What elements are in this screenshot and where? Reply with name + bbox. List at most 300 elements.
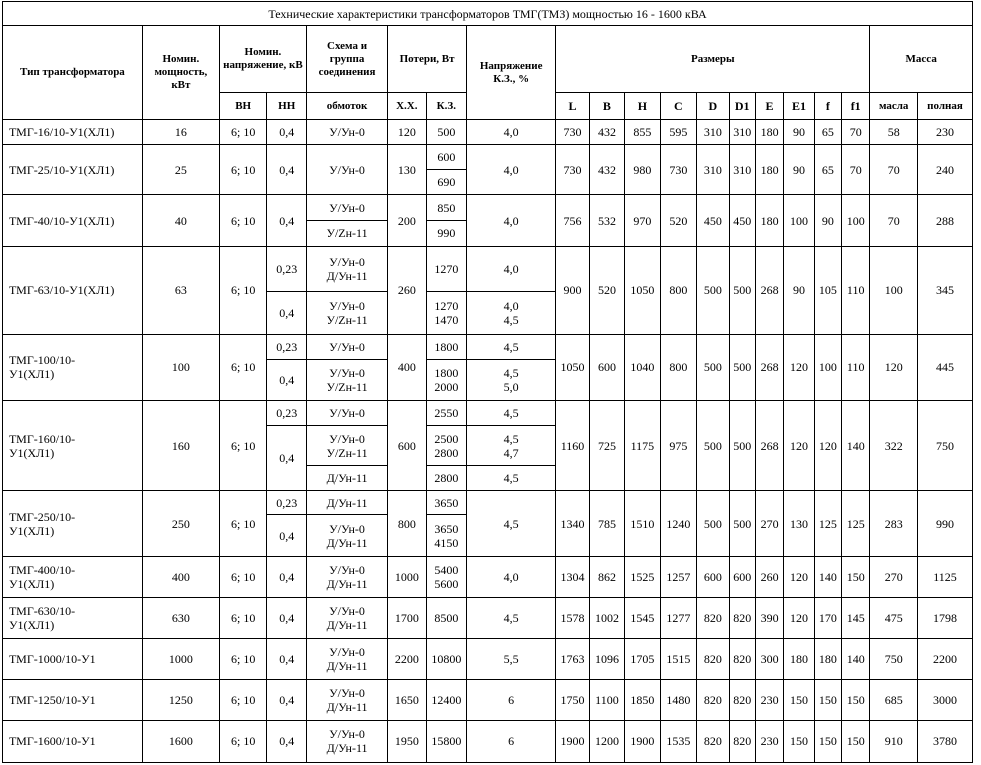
cell-dim-f: 180	[814, 638, 841, 679]
cell-dim-h: 1850	[625, 679, 660, 720]
table-row	[3, 400, 973, 425]
cell-dim-l: 1578	[556, 598, 589, 638]
cell-vn: 6; 10	[219, 400, 267, 490]
cell-dim-e: 268	[755, 400, 783, 490]
cell-power: 16	[142, 120, 219, 145]
cell-scheme: У/Ун-0	[307, 195, 388, 220]
cell-dim-e: 268	[755, 246, 783, 334]
cell-dim-c: 1240	[660, 491, 696, 557]
cell-nn: 0,23	[267, 334, 307, 359]
cell-dim-l: 1900	[556, 720, 589, 762]
cell-dim-f1: 150	[842, 720, 870, 762]
cell-dim-d: 500	[697, 246, 729, 334]
cell-dim-h: 970	[625, 195, 660, 246]
cell-dim-f: 125	[814, 491, 841, 557]
cell-vn: 6; 10	[219, 491, 267, 557]
cell-dim-d1: 500	[729, 400, 755, 490]
cell-scheme: У/Ун-0	[307, 334, 388, 359]
cell-dim-b: 600	[589, 334, 624, 400]
table-row	[3, 638, 973, 679]
cell-dim-d1: 500	[729, 246, 755, 334]
cell-uk: 4,0	[467, 120, 556, 145]
cell-mass-oil: 685	[870, 679, 918, 720]
cell-kz: 15800	[426, 720, 467, 762]
table-row	[3, 246, 973, 291]
cell-scheme: У/Ун-0 У/Zн-11	[307, 359, 388, 400]
cell-power: 630	[142, 598, 219, 638]
cell-mass-full: 1125	[918, 557, 973, 598]
cell-scheme: Д/Ун-11	[307, 491, 388, 515]
cell-dim-h: 1050	[625, 246, 660, 334]
cell-dim-l: 1304	[556, 557, 589, 598]
cell-mass-full: 288	[918, 195, 973, 246]
cell-vn: 6; 10	[219, 334, 267, 400]
cell-uk: 4,0	[467, 145, 556, 195]
cell-dim-f1: 125	[842, 491, 870, 557]
cell-dim-c: 730	[660, 145, 696, 195]
cell-mass-full: 1798	[918, 598, 973, 638]
header-losses: Потери, Вт	[388, 26, 467, 93]
cell-dim-f1: 110	[842, 246, 870, 334]
cell-dim-f1: 140	[842, 400, 870, 490]
cell-dim-l: 756	[556, 195, 589, 246]
cell-dim-b: 532	[589, 195, 624, 246]
cell-dim-d1: 600	[729, 557, 755, 598]
cell-kz: 1800	[426, 334, 467, 359]
cell-dim-e: 268	[755, 334, 783, 400]
cell-scheme: У/Ун-0	[307, 145, 388, 195]
cell-power: 100	[142, 334, 219, 400]
cell-vn: 6; 10	[219, 120, 267, 145]
table-row	[3, 120, 973, 145]
cell-dim-c: 1480	[660, 679, 696, 720]
cell-uk: 4,0 4,5	[467, 291, 556, 334]
cell-scheme: У/Ун-0 Д/Ун-11	[307, 679, 388, 720]
cell-nn: 0,23	[267, 491, 307, 515]
cell-uk: 4,0	[467, 246, 556, 291]
cell-vn: 6; 10	[219, 246, 267, 334]
header-scheme: Схема и группа соединения	[307, 26, 388, 93]
cell-dim-f: 140	[814, 557, 841, 598]
cell-dim-h: 1545	[625, 598, 660, 638]
cell-xx: 260	[388, 246, 427, 334]
cell-nn: 0,4	[267, 145, 307, 195]
cell-nn: 0,4	[267, 195, 307, 246]
cell-scheme: У/Ун-0 Д/Ун-11	[307, 515, 388, 557]
cell-dim-e: 180	[755, 195, 783, 246]
cell-dim-l: 1763	[556, 638, 589, 679]
cell-uk: 4,5	[467, 491, 556, 557]
cell-dim-b: 432	[589, 120, 624, 145]
cell-mass-full: 750	[918, 400, 973, 490]
header-dim-2: H	[625, 93, 660, 120]
cell-type: ТМГ-63/10-У1(ХЛ1)	[3, 246, 143, 334]
cell-uk: 4,0	[467, 195, 556, 246]
cell-uk: 6	[467, 720, 556, 762]
cell-dim-f: 170	[814, 598, 841, 638]
cell-kz: 690	[426, 170, 467, 195]
cell-type: ТМГ-250/10- У1(ХЛ1)	[3, 491, 143, 557]
cell-scheme: У/Ун-0 Д/Ун-11	[307, 638, 388, 679]
cell-scheme: У/Ун-0 Д/Ун-11	[307, 720, 388, 762]
cell-mass-full: 2200	[918, 638, 973, 679]
cell-nn: 0,4	[267, 679, 307, 720]
cell-dim-b: 1096	[589, 638, 624, 679]
cell-dim-e: 390	[755, 598, 783, 638]
cell-dim-d: 500	[697, 400, 729, 490]
header-nn: НН	[267, 93, 307, 120]
cell-kz: 8500	[426, 598, 467, 638]
cell-dim-e1: 120	[784, 598, 814, 638]
cell-dim-d1: 820	[729, 679, 755, 720]
cell-dim-f1: 70	[842, 145, 870, 195]
cell-dim-h: 1705	[625, 638, 660, 679]
table-row	[3, 679, 973, 720]
cell-dim-c: 520	[660, 195, 696, 246]
cell-dim-e1: 100	[784, 195, 814, 246]
header-power: Номин. мощность, кВт	[142, 26, 219, 120]
cell-nn: 0,4	[267, 515, 307, 557]
cell-dim-d1: 500	[729, 491, 755, 557]
cell-kz: 500	[426, 120, 467, 145]
table-row	[3, 195, 973, 220]
header-dim-6: E	[755, 93, 783, 120]
cell-type: ТМГ-100/10- У1(ХЛ1)	[3, 334, 143, 400]
header-dimensions: Размеры	[556, 26, 870, 93]
cell-dim-l: 900	[556, 246, 589, 334]
cell-dim-f: 65	[814, 120, 841, 145]
cell-kz: 1270	[426, 246, 467, 291]
cell-mass-oil: 270	[870, 557, 918, 598]
cell-power: 25	[142, 145, 219, 195]
cell-dim-f: 150	[814, 720, 841, 762]
cell-dim-l: 1160	[556, 400, 589, 490]
cell-dim-e1: 150	[784, 720, 814, 762]
cell-kz: 990	[426, 220, 467, 246]
cell-dim-e: 260	[755, 557, 783, 598]
cell-dim-l: 730	[556, 120, 589, 145]
header-mass: Масса	[870, 26, 973, 93]
cell-nn: 0,4	[267, 120, 307, 145]
cell-mass-full: 445	[918, 334, 973, 400]
cell-uk: 5,5	[467, 638, 556, 679]
cell-scheme: У/Ун-0 Д/Ун-11	[307, 246, 388, 291]
cell-kz: 600	[426, 145, 467, 170]
header-dim-8: f	[814, 93, 841, 120]
cell-dim-e1: 130	[784, 491, 814, 557]
cell-dim-d1: 820	[729, 638, 755, 679]
cell-vn: 6; 10	[219, 145, 267, 195]
cell-xx: 2200	[388, 638, 427, 679]
cell-xx: 1650	[388, 679, 427, 720]
table-row	[3, 557, 973, 598]
cell-dim-h: 1900	[625, 720, 660, 762]
cell-xx: 1000	[388, 557, 427, 598]
cell-mass-full: 240	[918, 145, 973, 195]
cell-dim-l: 1050	[556, 334, 589, 400]
cell-dim-d: 820	[697, 679, 729, 720]
cell-xx: 800	[388, 491, 427, 557]
cell-dim-f1: 140	[842, 638, 870, 679]
cell-power: 63	[142, 246, 219, 334]
cell-type: ТМГ-1000/10-У1	[3, 638, 143, 679]
cell-dim-h: 1175	[625, 400, 660, 490]
cell-scheme: У/Ун-0 У/Zн-11	[307, 291, 388, 334]
cell-power: 1250	[142, 679, 219, 720]
cell-dim-h: 1510	[625, 491, 660, 557]
cell-dim-d: 500	[697, 491, 729, 557]
cell-dim-l: 1340	[556, 491, 589, 557]
cell-dim-e1: 150	[784, 679, 814, 720]
cell-dim-b: 1100	[589, 679, 624, 720]
cell-dim-c: 595	[660, 120, 696, 145]
cell-mass-full: 345	[918, 246, 973, 334]
cell-nn: 0,4	[267, 426, 307, 491]
cell-scheme: Д/Ун-11	[307, 466, 388, 491]
cell-kz: 1270 1470	[426, 291, 467, 334]
cell-dim-d: 600	[697, 557, 729, 598]
cell-dim-e: 300	[755, 638, 783, 679]
cell-dim-b: 1002	[589, 598, 624, 638]
cell-dim-c: 1257	[660, 557, 696, 598]
cell-dim-c: 800	[660, 246, 696, 334]
cell-vn: 6; 10	[219, 195, 267, 246]
cell-dim-c: 800	[660, 334, 696, 400]
cell-mass-oil: 475	[870, 598, 918, 638]
cell-mass-oil: 120	[870, 334, 918, 400]
cell-kz: 2800	[426, 466, 467, 491]
header-uk: Напряжение К.З., %	[467, 26, 556, 120]
cell-type: ТМГ-630/10- У1(ХЛ1)	[3, 598, 143, 638]
cell-vn: 6; 10	[219, 598, 267, 638]
cell-type: ТМГ-1250/10-У1	[3, 679, 143, 720]
cell-nn: 0,4	[267, 598, 307, 638]
cell-dim-d: 310	[697, 145, 729, 195]
cell-dim-b: 862	[589, 557, 624, 598]
cell-uk: 6	[467, 679, 556, 720]
cell-nn: 0,4	[267, 291, 307, 334]
cell-dim-f1: 150	[842, 679, 870, 720]
cell-xx: 200	[388, 195, 427, 246]
header-vn: ВН	[219, 93, 267, 120]
header-dim-4: D	[697, 93, 729, 120]
table-row	[3, 598, 973, 638]
cell-vn: 6; 10	[219, 638, 267, 679]
cell-dim-f1: 150	[842, 557, 870, 598]
cell-nn: 0,4	[267, 638, 307, 679]
cell-vn: 6; 10	[219, 679, 267, 720]
cell-xx: 120	[388, 120, 427, 145]
cell-dim-e: 230	[755, 679, 783, 720]
cell-power: 1000	[142, 638, 219, 679]
cell-dim-d: 450	[697, 195, 729, 246]
table-row	[3, 334, 973, 359]
cell-type: ТМГ-40/10-У1(ХЛ1)	[3, 195, 143, 246]
cell-dim-e: 180	[755, 145, 783, 195]
cell-scheme: У/Ун-0	[307, 120, 388, 145]
cell-dim-d: 310	[697, 120, 729, 145]
header-windings: обмоток	[307, 93, 388, 120]
cell-dim-d: 820	[697, 598, 729, 638]
cell-scheme: У/Ун-0 Д/Ун-11	[307, 557, 388, 598]
table-row	[3, 720, 973, 762]
cell-mass-oil: 750	[870, 638, 918, 679]
cell-dim-h: 1040	[625, 334, 660, 400]
cell-type: ТМГ-400/10- У1(ХЛ1)	[3, 557, 143, 598]
header-dim-1: B	[589, 93, 624, 120]
cell-type: ТМГ-160/10- У1(ХЛ1)	[3, 400, 143, 490]
cell-dim-b: 1200	[589, 720, 624, 762]
cell-power: 400	[142, 557, 219, 598]
cell-kz: 3650 4150	[426, 515, 467, 557]
cell-dim-b: 432	[589, 145, 624, 195]
table-row	[3, 145, 973, 170]
cell-dim-e1: 180	[784, 638, 814, 679]
cell-mass-oil: 322	[870, 400, 918, 490]
header-mass-full: полная	[918, 93, 973, 120]
header-type: Тип трансформатора	[3, 26, 143, 120]
cell-dim-e: 180	[755, 120, 783, 145]
cell-mass-oil: 58	[870, 120, 918, 145]
cell-power: 40	[142, 195, 219, 246]
cell-dim-e1: 90	[784, 246, 814, 334]
cell-kz: 12400	[426, 679, 467, 720]
cell-power: 160	[142, 400, 219, 490]
cell-dim-c: 975	[660, 400, 696, 490]
cell-uk: 4,5	[467, 334, 556, 359]
cell-dim-c: 1535	[660, 720, 696, 762]
cell-dim-c: 1515	[660, 638, 696, 679]
cell-scheme: У/Ун-0	[307, 400, 388, 425]
cell-type: ТМГ-16/10-У1(ХЛ1)	[3, 120, 143, 145]
cell-uk: 4,5 4,7	[467, 426, 556, 466]
cell-dim-e1: 120	[784, 334, 814, 400]
cell-dim-f: 120	[814, 400, 841, 490]
cell-dim-f: 150	[814, 679, 841, 720]
cell-dim-l: 730	[556, 145, 589, 195]
cell-scheme: У/Ун-0 У/Zн-11	[307, 426, 388, 466]
cell-dim-f: 65	[814, 145, 841, 195]
cell-mass-full: 3000	[918, 679, 973, 720]
table-row	[3, 491, 973, 515]
cell-nn: 0,4	[267, 557, 307, 598]
cell-nn: 0,23	[267, 400, 307, 425]
cell-vn: 6; 10	[219, 720, 267, 762]
cell-uk: 4,0	[467, 557, 556, 598]
cell-kz: 2500 2800	[426, 426, 467, 466]
cell-xx: 1700	[388, 598, 427, 638]
cell-kz: 850	[426, 195, 467, 220]
cell-mass-full: 990	[918, 491, 973, 557]
cell-scheme: У/Zн-11	[307, 220, 388, 246]
cell-uk: 4,5	[467, 466, 556, 491]
cell-dim-e: 270	[755, 491, 783, 557]
cell-uk: 4,5 5,0	[467, 359, 556, 400]
cell-xx: 1950	[388, 720, 427, 762]
cell-dim-d1: 820	[729, 720, 755, 762]
cell-kz: 10800	[426, 638, 467, 679]
table-title: Технические характеристики трансформаторов ТМГ(ТМЗ) мощностью 16 - 1600 кВА	[3, 2, 973, 26]
cell-xx: 400	[388, 334, 427, 400]
cell-mass-oil: 70	[870, 195, 918, 246]
cell-dim-d: 820	[697, 638, 729, 679]
cell-kz: 3650	[426, 491, 467, 515]
header-dim-5: D1	[729, 93, 755, 120]
header-xx: Х.Х.	[388, 93, 427, 120]
cell-dim-d1: 500	[729, 334, 755, 400]
cell-dim-b: 520	[589, 246, 624, 334]
header-dim-3: C	[660, 93, 696, 120]
cell-nn: 0,4	[267, 359, 307, 400]
cell-dim-h: 855	[625, 120, 660, 145]
cell-uk: 4,5	[467, 400, 556, 425]
cell-dim-d1: 310	[729, 145, 755, 195]
cell-mass-full: 3780	[918, 720, 973, 762]
header-mass-oil: масла	[870, 93, 918, 120]
cell-vn: 6; 10	[219, 557, 267, 598]
cell-type: ТМГ-1600/10-У1	[3, 720, 143, 762]
cell-dim-d1: 310	[729, 120, 755, 145]
cell-dim-b: 785	[589, 491, 624, 557]
cell-mass-oil: 283	[870, 491, 918, 557]
cell-dim-d: 500	[697, 334, 729, 400]
cell-dim-f1: 70	[842, 120, 870, 145]
cell-nn: 0,4	[267, 720, 307, 762]
cell-kz: 5400 5600	[426, 557, 467, 598]
table-body	[3, 2, 973, 763]
cell-mass-oil: 910	[870, 720, 918, 762]
cell-dim-e1: 90	[784, 120, 814, 145]
cell-mass-oil: 70	[870, 145, 918, 195]
cell-dim-f: 105	[814, 246, 841, 334]
cell-dim-e: 230	[755, 720, 783, 762]
cell-kz: 1800 2000	[426, 359, 467, 400]
header-kz: К.З.	[426, 93, 467, 120]
cell-uk: 4,5	[467, 598, 556, 638]
cell-power: 250	[142, 491, 219, 557]
cell-scheme: У/Ун-0 Д/Ун-11	[307, 598, 388, 638]
cell-dim-f1: 100	[842, 195, 870, 246]
cell-dim-h: 1525	[625, 557, 660, 598]
cell-xx: 600	[388, 400, 427, 490]
cell-dim-f: 90	[814, 195, 841, 246]
cell-dim-l: 1750	[556, 679, 589, 720]
cell-type: ТМГ-25/10-У1(ХЛ1)	[3, 145, 143, 195]
cell-power: 1600	[142, 720, 219, 762]
cell-dim-d1: 450	[729, 195, 755, 246]
cell-xx: 130	[388, 145, 427, 195]
cell-dim-f1: 145	[842, 598, 870, 638]
cell-nn: 0,23	[267, 246, 307, 291]
cell-dim-e1: 120	[784, 557, 814, 598]
cell-dim-e1: 90	[784, 145, 814, 195]
cell-dim-d: 820	[697, 720, 729, 762]
header-dim-9: f1	[842, 93, 870, 120]
cell-dim-c: 1277	[660, 598, 696, 638]
cell-dim-f1: 110	[842, 334, 870, 400]
cell-dim-e1: 120	[784, 400, 814, 490]
cell-mass-full: 230	[918, 120, 973, 145]
cell-dim-h: 980	[625, 145, 660, 195]
cell-mass-oil: 100	[870, 246, 918, 334]
header-dim-7: E1	[784, 93, 814, 120]
header-voltage: Номин. напряжение, кВ	[219, 26, 306, 93]
header-dim-0: L	[556, 93, 589, 120]
cell-dim-b: 725	[589, 400, 624, 490]
cell-kz: 2550	[426, 400, 467, 425]
cell-dim-d1: 820	[729, 598, 755, 638]
cell-dim-f: 100	[814, 334, 841, 400]
